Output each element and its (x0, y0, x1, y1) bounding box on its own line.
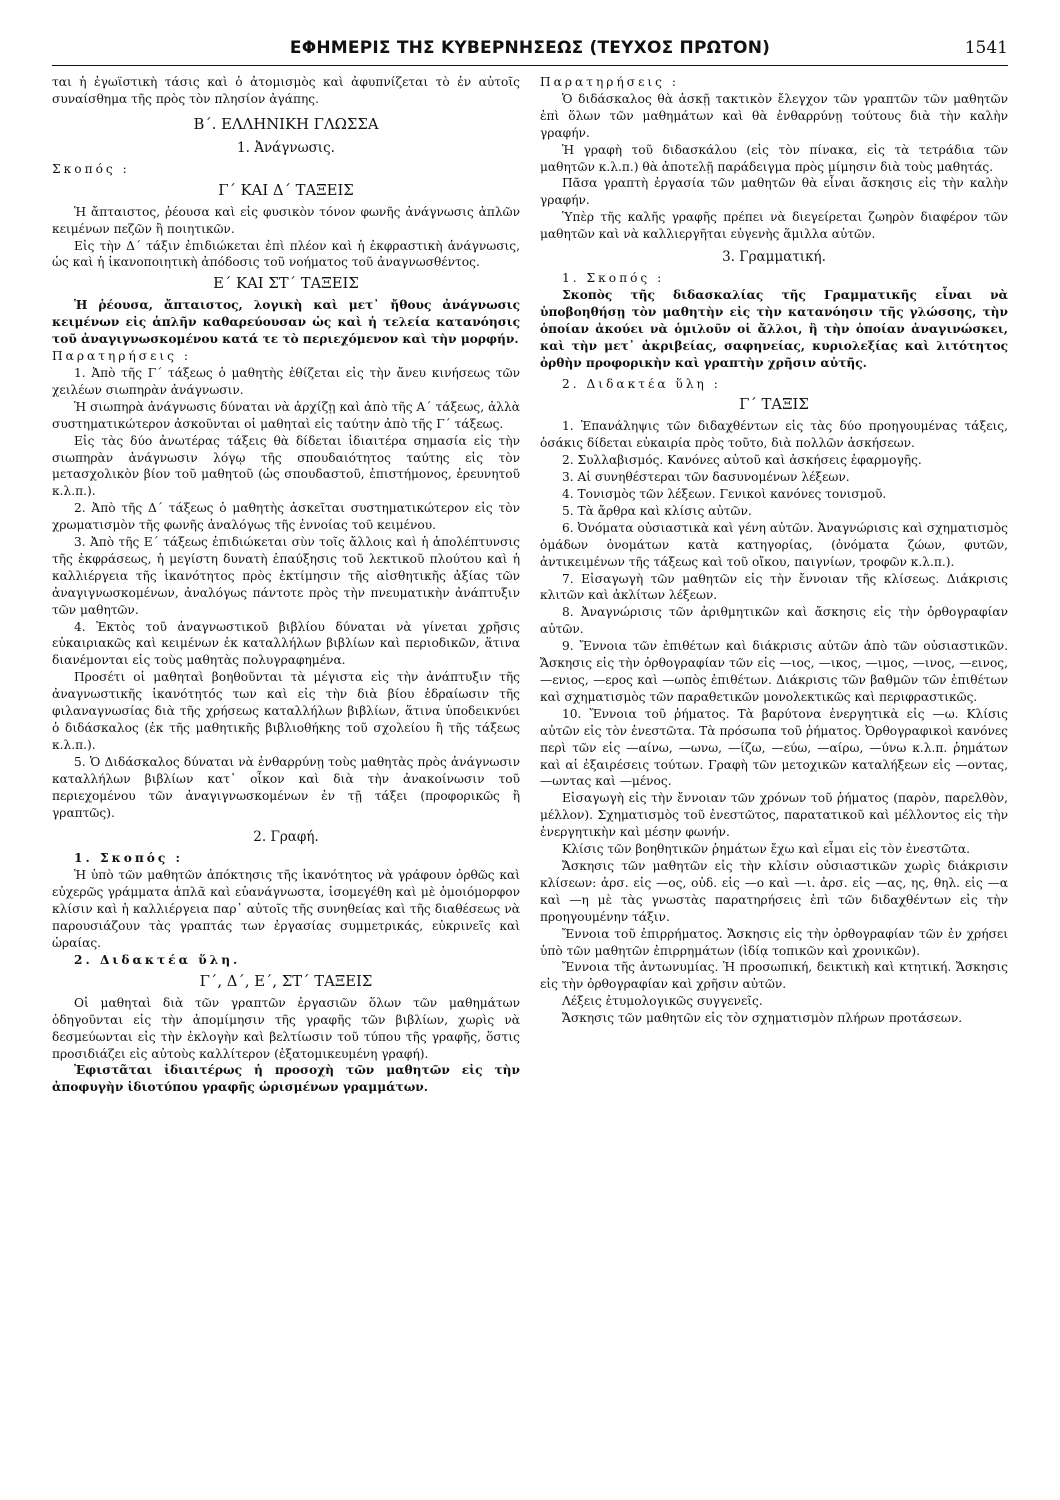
heading-all-classes: Γ΄, Δ΄, Ε΄, ΣΤ΄ ΤΑΞΕΙΣ (199, 972, 373, 990)
list-item: 5. Τὰ ἄρθρα καὶ κλίσις αὐτῶν. (562, 503, 752, 518)
list-item: 3. Αἱ συνηθέστεραι τῶν δασυνομένων λέξεων. (562, 470, 850, 485)
section-heading-greek-language: Β΄. ΕΛΛΗΝΙΚΗ ΓΛΩΣΣΑ (193, 115, 379, 133)
observations-label: Παρατηρήσεις : (540, 75, 679, 89)
paragraph: Ἔννοια τοῦ ἐπιρρήματος. Ἄσκησις εἰς τὴν ὀρθογραφίαν τῶν ἐν χρήσει ὑπὸ τῶν μαθητῶν ἐπιρρημάτων (ἰδίᾳ τοπικῶν καὶ χρονικῶν). (540, 926, 1008, 958)
gazette-title: ΕΦΗΜΕΡΙΣ ΤΗΣ ΚΥΒΕΡΝΗΣΕΩΣ (ΤΕΥΧΟΣ ΠΡΩΤΟΝ) (289, 38, 771, 58)
paragraph: Πᾶσα γραπτὴ ἐργασία τῶν μαθητῶν θὰ εἶναι ἄσκησις εἰς τὴν καλὴν γραφήν. (540, 176, 1008, 208)
paragraph: Ὑπὲρ τῆς καλῆς γραφῆς πρέπει νὰ διεγείρεται ζωηρὸν διαφέρον τῶν μαθητῶν καὶ νὰ καλλιεργῆται εὐγενὴς ἅμιλλα αὐτῶν. (540, 210, 1008, 242)
didaktea-label: 2. Διδακτέα ὕλη : (562, 376, 721, 391)
paragraph: Ἄσκησις τῶν μαθητῶν εἰς τὸν σχηματισμὸν πλήρων προτάσεων. (562, 1011, 963, 1026)
intro-paragraph: ται ἡ ἐγωϊστικὴ τάσις καὶ ὁ ἀτομισμὸς καὶ ἀφυπνίζεται τὸ ἐν αὐτοῖς συναίσθημα τῆς πρὸς τὸν πλησίον ἀγάπης. (52, 75, 520, 106)
skopos-label: 1. Σκοπός : (562, 271, 665, 286)
note-2: 2. Ἀπὸ τῆς Δ΄ τάξεως ὁ μαθητὴς ἀσκεῖται συστηματικώτερον εἰς τὸν χρωματισμὸν τῆς φωνῆς ἀναλόγως τῆς ἐννοίας τοῦ κειμένου. (52, 501, 520, 533)
paragraph: Ἡ ὑπὸ τῶν μαθητῶν ἀπόκτησις τῆς ἱκανότητος νὰ γράφουν ὀρθῶς καὶ εὐχερῶς γράμματα ἁπλᾶ καὶ εὐανάγνωστα, ἰσομεγέθη καὶ μὲ ὁμοιόμορφον κλίσιν καὶ ἡ καλλιέργεια παρ᾽ αὐτοῖς τῆς συνηθείας καὶ τῆς διαθέσεως νὰ παρουσιάζουν τὰς γραπτάς των ἐργασίας συμμετρικάς, εὐκρινεῖς καὶ ὡραίας. (52, 868, 520, 950)
paragraph: Ὁ διδάσκαλος θὰ ἀσκῇ τακτικὸν ἔλεγχον τῶν γραπτῶν τῶν μαθητῶν ἐπὶ ὅλων τῶν μαθημάτων καὶ θὰ ἐνθαρρύνῃ τούτους διὰ τὴν καλὴν γραφήν. (540, 91, 1008, 140)
heading-classes-e-st: Ε΄ ΚΑΙ ΣΤ΄ ΤΑΞΕΙΣ (213, 275, 359, 293)
subsection-reading: 1. Ἀνάγνωσις. (237, 139, 335, 156)
paragraph: Οἱ μαθηταὶ διὰ τῶν γραπτῶν ἐργασιῶν ὅλων τῶν μαθημάτων ὁδηγοῦνται εἰς τὴν ἀπομίμησιν τῆς γραφῆς τῶν βιβλίων, χωρὶς νὰ δεσμεύωνται εἰς τὴν ἐκλογὴν καὶ βελτίωσιν τοῦ τύπου τῆς γραφῆς, ὅστις προσιδιάζει εἰς αὐτοὺς καλλίτερον (ἐξατομικευμένη γραφή). (52, 995, 520, 1061)
paragraph: Ἡ γραφὴ τοῦ διδασκάλου (εἰς τὸν πίνακα, εἰς τὰ τετράδια τῶν μαθητῶν κ.λ.π.) θὰ ἀποτελῇ παράδειγμα πρὸς μίμησιν διὰ τοὺς μαθητάς. (540, 142, 1008, 174)
right-column (540, 74, 1008, 1096)
heading-classes-g-d: Γ΄ ΚΑΙ Δ΄ ΤΑΞΕΙΣ (218, 181, 354, 199)
paragraph: Ἐφιστᾶται ἰδιαιτέρως ἡ προσοχὴ τῶν μαθητῶν εἰς τὴν ἀποφυγὴν ἰδιοτύπου γραφῆς ὡρισμένων γραμμάτων. (52, 1063, 520, 1095)
subsection-grammar: 3. Γραμματική. (722, 249, 826, 266)
list-item: 7. Εἰσαγωγὴ τῶν μαθητῶν εἰς τὴν ἔννοιαν τῆς κλίσεως. Διάκρισις κλιτῶν καὶ ἀκλίτων λέξεων. (540, 571, 1008, 603)
note-3: 3. Ἀπὸ τῆς Ε΄ τάξεως ἐπιδιώκεται σὺν τοῖς ἄλλοις καὶ ἡ ἀπολέπτυνσις τῆς ἐκφράσεως, ἡ μεγίστη δυνατὴ ἐπαύξησις τοῦ λεκτικοῦ πλούτου καὶ ἡ καλλιέργεια τῆς ἱκανότητος πρὸς ἐκτίμησιν τῆς αἰσθητικῆς ἀξίας τῶν ἀναγιγνωσκομένων, ἀναλόγως πάντοτε πρὸς τὴν πνευματικὴν ἀνάπτυξιν τῶν μαθητῶν. (52, 535, 520, 617)
paragraph: Εἰσαγωγὴ εἰς τὴν ἔννοιαν τῶν χρόνων τοῦ ῥήματος (παρὸν, παρελθὸν, μέλλον). Σχηματισμὸς τοῦ ἐνεστῶτος, παρατατικοῦ καὶ μέλλοντος εἰς τὴν ἐνεργητικὴν καὶ μέσην φωνήν. (540, 791, 1008, 840)
list-item: 6. Ὀνόματα οὐσιαστικὰ καὶ γένη αὐτῶν. Ἀναγνώρισις καὶ σχηματισμὸς ὁμάδων ὀνομάτων κατὰ κατηγορίας, (ὀνόματα ζώων, φυτῶν, ἀντικειμένων τῆς τάξεως καὶ τοῦ οἴκου, παιγνίων, τροφῶν κ.λ.π.). (540, 520, 1008, 569)
paragraph: Εἰς τὰς δύο ἀνωτέρας τάξεις θὰ δίδεται ἰδιαιτέρα σημασία εἰς τὴν σιωπηρὰν ἀνάγνωσιν λόγῳ τῆς σπουδαιότητος ταύτης εἰς τὸν μετασχολικὸν βίον τοῦ μαθητοῦ (ὡς σπουδαστοῦ, ἐπιστήμονος, ἐρευνητοῦ κ.λ.π.). (52, 433, 520, 499)
list-item: 10. Ἔννοια τοῦ ῥήματος. Τὰ βαρύτονα ἐνεργητικὰ εἰς —ω. Κλίσις αὐτῶν εἰς τὸν ἐνεστῶτα. Τὰ πρόσωπα τοῦ ῥήματος. Ὀρθογραφικοὶ κανόνες περὶ τῶν εἰς —αίνω, —ωνω, —ίζω, —εύω, —αίρω, —ύνω κ.λ.π. ῥημάτων καὶ αἱ ἐξαιρέσεις τούτων. Γραφὴ τῶν μετοχικῶν καταλήξεων εἰς —οντας, —ωντας καὶ —μένος. (540, 706, 1008, 789)
paragraph: Ἔννοια τῆς ἀντωνυμίας. Ἡ προσωπική, δεικτικὴ καὶ κτητική. Ἄσκησις εἰς τὴν ὀρθογραφίαν καὶ χρῆσιν αὐτῶν. (540, 960, 1008, 992)
paragraph: Ἡ ἄπταιστος, ῥέουσα καὶ εἰς φυσικὸν τόνον φωνῆς ἀνάγνωσις ἁπλῶν κειμένων πεζῶν ἢ ποιητικῶν. (52, 204, 520, 236)
paragraph: Προσέτι οἱ μαθηταὶ βοηθοῦνται τὰ μέγιστα εἰς τὴν ἀνάπτυξιν τῆς ἀναγνωστικῆς ἱκανότητός των καὶ εἰς τὴν διὰ βίου ἑδραίωσιν τῆς φιλαναγνωσίας διὰ τῆς χρήσεως καταλλήλων βιβλίων, ἅτινα ὑποδεικνύει ὁ διδάσκαλος (ἐκ τῆς μαθητικῆς βιβλιοθήκης τοῦ σχολείου ἢ τῆς τάξεως κ.λ.π.). (52, 670, 520, 752)
list-item: 2. Συλλαβισμός. Κανόνες αὐτοῦ καὶ ἀσκήσεις ἐφαρμογῆς. (562, 453, 922, 468)
subsection-writing: 2. Γραφή. (253, 829, 319, 846)
paragraph: Σκοπὸς τῆς διδασκαλίας τῆς Γραμματικῆς εἶναι νὰ ὑποβοηθήσῃ τὸν μαθητὴν εἰς τὴν κατανόησιν τῆς γλώσσης, τὴν ὁποίαν ἀκούει νὰ ὁμιλοῦν οἱ ἄλλοι, ἢ τὴν ὁποίαν ἀναγινώσκει, καὶ τὴν μετ᾽ ἀκριβείας, σαφηνείας, κυριολεξίας καὶ λιτότητος ὀρθὴν προφορικὴν καὶ γραπτὴν χρῆσιν αὐτῆς. (540, 287, 1008, 370)
list-item: 4. Τονισμὸς τῶν λέξεων. Γενικοὶ κανόνες τονισμοῦ. (562, 487, 887, 502)
two-column-body (52, 74, 1008, 1096)
observations-label: Παρατηρήσεις : (52, 349, 191, 364)
skopos-label: 1. Σκοπός : (74, 851, 184, 866)
page-header (52, 36, 1008, 66)
skopos-label: Σκοπός : (52, 161, 130, 176)
paragraph: Ἡ σιωπηρὰ ἀνάγνωσις δύναται νὰ ἀρχίζῃ καὶ ἀπὸ τῆς Α΄ τάξεως, ἀλλὰ συστηματικώτερον ἀσκοῦνται οἱ μαθηταὶ εἰς ταύτην ἀπὸ τῆς Γ΄ τάξεως. (52, 399, 520, 431)
didaktea-label: 2. Διδακτέα ὕλη. (74, 952, 241, 967)
list-item: 8. Ἀναγνώρισις τῶν ἀριθμητικῶν καὶ ἄσκησις εἰς τὴν ὀρθογραφίαν αὐτῶν. (540, 605, 1008, 637)
heading-class-g: Γ΄ ΤΑΞΙΣ (739, 396, 809, 414)
paragraph: Λέξεις ἐτυμολογικῶς συγγενεῖς. (562, 994, 763, 1009)
paragraph: Ἡ ῥέουσα, ἄπταιστος, λογικὴ καὶ μετ᾽ ἤθους ἀνάγνωσις κειμένων εἰς ἁπλῆν καθαρεύουσαν ὡς καὶ ἡ τελεία κατανόησις τοῦ ἀναγιγνωσκομένου κατά τε τὸ περιεχόμενον καὶ τὴν μορφήν. (52, 298, 520, 347)
left-column (52, 74, 520, 1096)
paragraph: Εἰς τὴν Δ΄ τάξιν ἐπιδιώκεται ἐπὶ πλέον καὶ ἡ ἐκφραστικὴ ἀνάγνωσις, ὡς καὶ ἡ ἱκανοποιητικὴ ἀπόδοσις τοῦ νοήματος τοῦ ἀναγνωσθέντος. (52, 238, 520, 270)
page-number: 1541 (964, 38, 1008, 58)
paragraph: Κλίσις τῶν βοηθητικῶν ῥημάτων ἔχω καὶ εἶμαι εἰς τὸν ἐνεστῶτα. (562, 842, 971, 857)
list-item: 9. Ἔννοια τῶν ἐπιθέτων καὶ διάκρισις αὐτῶν ἀπὸ τῶν οὐσιαστικῶν. Ἄσκησις εἰς τὴν ὀρθογραφίαν τῶν εἰς —ιος, —ικος, —ιμος, —ινος, —εινος, —ενιος, —ερος καὶ —ωπὸς ἐπιθέτων. Διάκρισις τῶν βαθμῶν τῶν ἐπιθέτων καὶ σχηματισμὸς τῶν παραθετικῶν μονολεκτικῶς καὶ περιφραστικῶς. (540, 639, 1008, 704)
list-item: 1. Ἐπανάληψις τῶν διδαχθέντων εἰς τὰς δύο προηγουμένας τάξεις, ὁσάκις δίδεται εὐκαιρία πρὸς τοῦτο, διὰ πολλῶν ἀσκήσεων. (540, 419, 1008, 451)
note-4: 4. Ἐκτὸς τοῦ ἀναγνωστικοῦ βιβλίου δύναται νὰ γίνεται χρῆσις εὐκαιριακῶς καὶ κειμένων ἐκ καταλλήλων βιβλίων καὶ περιοδικῶν, ἅτινα διανέμονται εἰς τοὺς μαθητὰς πολυγραφημένα. (52, 619, 520, 668)
note-5: 5. Ὁ Διδάσκαλος δύναται νὰ ἐνθαρρύνῃ τοὺς μαθητὰς πρὸς ἀνάγνωσιν καταλλήλων βιβλίων κατ᾽ οἶκον καὶ διὰ τὴν ἀνακοίνωσιν τοῦ περιεχομένου τῶν ἀναγιγνωσκομένων ἐν τῇ τάξει (προφορικῶς ἢ γραπτῶς). (52, 754, 520, 820)
paragraph: Ἄσκησις τῶν μαθητῶν εἰς τὴν κλίσιν οὐσιαστικῶν χωρὶς διάκρισιν κλίσεων: ἀρσ. εἰς —ος, οὐδ. εἰς —ο καὶ —ι. ἀρσ. εἰς —ας, ης, θηλ. εἰς —α καὶ —η μὲ τὰς γνωστὰς παρατηρήσεις ἐπὶ τῶν διδαχθέντων εἰς τὴν προηγουμένην τάξιν. (540, 858, 1008, 924)
note-1: 1. Ἀπὸ τῆς Γ΄ τάξεως ὁ μαθητὴς ἐθίζεται εἰς τὴν ἄνευ κινήσεως τῶν χειλέων σιωπηρὰν ἀνάγνωσιν. (52, 365, 520, 397)
